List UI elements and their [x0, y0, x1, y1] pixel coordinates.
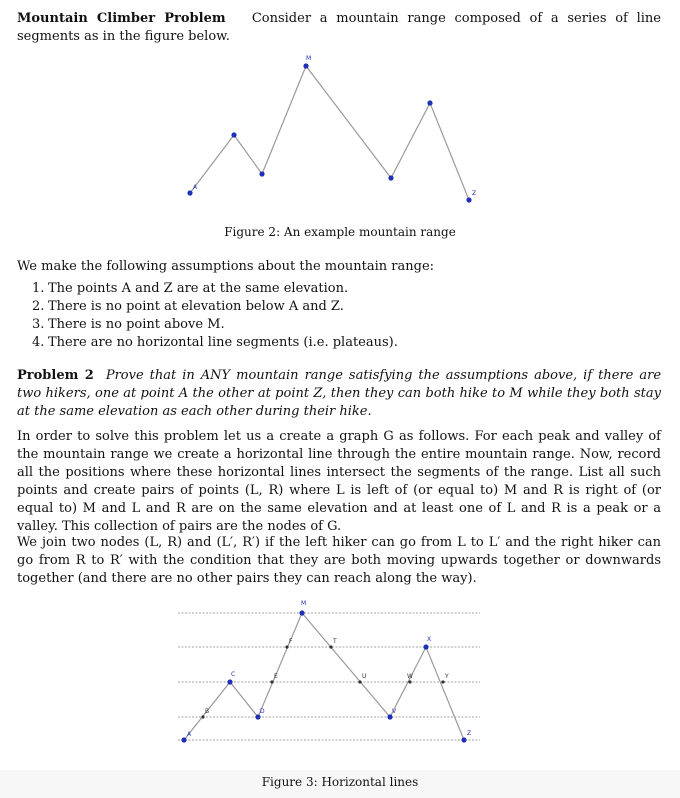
label-m-3: M — [301, 600, 307, 607]
main-points — [181, 610, 466, 742]
label-z-3: Z — [467, 730, 472, 737]
point-valley-2 — [388, 175, 393, 180]
point-d — [255, 714, 260, 719]
point-a-3 — [181, 737, 186, 742]
label-t: T — [333, 638, 337, 645]
point-valley-1 — [259, 171, 264, 176]
mountain-outline — [190, 66, 469, 200]
point-c — [227, 679, 232, 684]
assumption-item: 2. There is no point at elevation below A and Z. — [32, 299, 344, 314]
point-z — [466, 197, 471, 202]
label-x: X — [427, 636, 432, 643]
problem-2 — [17, 367, 661, 421]
problem-2-label: Problem 2 — [17, 368, 94, 383]
figure-2-mountain-range — [0, 50, 680, 220]
label-u: U — [362, 673, 367, 680]
point-peak-2 — [427, 100, 432, 105]
assumption-item: 3. There is no point above M. — [32, 317, 225, 332]
assumption-item: 4. There are no horizontal line segments (i.e. plateaus). — [32, 335, 398, 350]
label-y: Y — [445, 673, 449, 680]
assumption-item: 1. The points A and Z are at the same elevation. — [32, 281, 349, 296]
label-d: D — [260, 708, 265, 715]
figure-3-caption: Figure 3: Horizontal lines — [261, 775, 419, 789]
assumptions-list — [32, 280, 632, 352]
label-m: M — [306, 55, 312, 62]
point-u — [358, 680, 361, 683]
point-f — [285, 645, 288, 648]
figure-2-caption: Figure 2: An example mountain range — [224, 225, 456, 239]
point-x — [423, 644, 428, 649]
point-z-3 — [461, 737, 466, 742]
point-b — [201, 715, 204, 718]
intro-heading: Mountain Climber Problem — [17, 11, 226, 26]
label-b: B — [205, 708, 210, 715]
point-y — [441, 680, 444, 683]
point-v — [387, 714, 392, 719]
point-a — [187, 190, 192, 195]
graph-construction-paragraph: In order to solve this problem let us a create a graph G as follows. For each peak and valley of the mountain range we create a horizontal line through the entire mountain range. Now, record all the positions where these horizontal lines intersect the segments of the range. List all such points and create pairs of points (L, R) where L is left of (or equal to) M and R is right of (or equal to) M and L and R are on the same elevation and at least one of L and R is a peak or a valley. This collection of pairs are the nodes of G. — [17, 429, 661, 534]
figure-3-horizontal-lines — [0, 595, 680, 755]
label-f: F — [289, 638, 293, 645]
intro-text: Consider a mountain range composed of a series of line segments as in the figure below. — [17, 11, 661, 44]
label-c: C — [231, 671, 236, 678]
point-m-3 — [299, 610, 304, 615]
problem-2-statement: Prove that in ANY mountain range satisfying the assumptions above, if there are two hikers, one at point A the other at point Z, then they can both hike to M while they both stay at the same elevation as each other during their hike. — [17, 368, 662, 419]
mountain-outline-3 — [184, 613, 464, 740]
point-t — [329, 645, 332, 648]
label-a: A — [193, 184, 198, 191]
label-v: V — [392, 708, 397, 715]
edge-definition-paragraph: We join two nodes (L, R) and (L′, R′) if the left hiker can go from L to L′ and the right hiker can go from R to R′ with the condition that they are both moving upwards together or downwards together (and there are no other pairs they can reach along the way). — [17, 535, 661, 586]
assumptions-lead: We make the following assumptions about the mountain range: — [17, 259, 435, 274]
label-w: W — [407, 673, 413, 680]
label-e: E — [274, 673, 278, 680]
point-m — [303, 63, 308, 68]
horizontal-guide-lines — [178, 613, 480, 740]
point-w — [408, 680, 411, 683]
label-z: Z — [472, 190, 477, 197]
intro-paragraph — [17, 10, 661, 46]
point-peak-1 — [231, 132, 236, 137]
label-a-3: A — [187, 731, 192, 738]
point-e — [270, 680, 273, 683]
